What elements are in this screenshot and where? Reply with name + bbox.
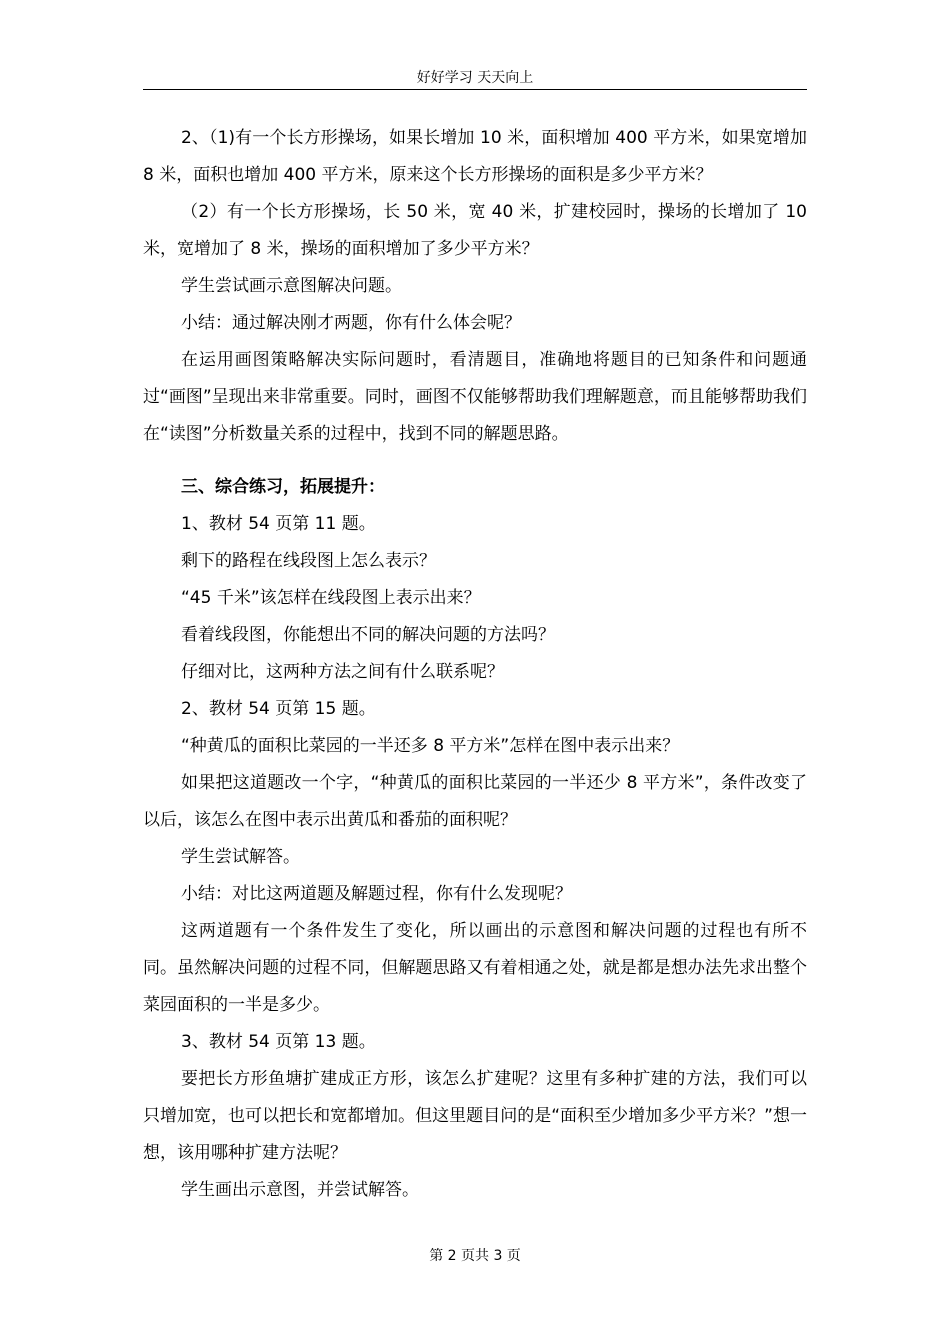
section-heading: 三、综合练习，拓展提升： — [181, 477, 385, 497]
problem-2-part-2: （2）有一个长方形操场，长 50 米，宽 40 米，扩建校园时，操场的长增加了 10 米，宽增加了 8 米，操场的面积增加了多少平方米？ — [143, 202, 807, 259]
page-header: 好好学习 天天向上 — [143, 67, 807, 90]
problem-2-part-1: 2、（1)有一个长方形操场，如果长增加 10 米，面积增加 400 平方米，如果宽增加 8 米，面积也增加 400 平方米，原来这个长方形操场的面积是多少平方米？ — [143, 128, 807, 185]
paragraph: 学生画出示意图，并尝试解答。 — [181, 1180, 419, 1200]
paragraph: 小结：对比这两道题及解题过程，你有什么发现呢？ — [181, 884, 572, 904]
paragraph: 如果把这道题改一个字，“种黄瓜的面积比菜园的一半还少 8 平方米”，条件改变了以后，该怎么在图中表示出黄瓜和番茄的面积呢？ — [143, 773, 807, 830]
page-footer: 第 2 页共 3 页 — [429, 1248, 521, 1264]
exercise-2: 2、教材 54 页第 15 题。 — [181, 699, 376, 719]
paragraph: 仔细对比，这两种方法之间有什么联系呢？ — [181, 662, 504, 682]
exercise-3: 3、教材 54 页第 13 题。 — [181, 1032, 376, 1052]
paragraph: 要把长方形鱼塘扩建成正方形，该怎么扩建呢？这里有多种扩建的方法，我们可以只增加宽，也可以把长和宽都增加。但这里题目问的是“面积至少增加多少平方米？”想一想，该用哪种扩建方法呢？ — [143, 1069, 807, 1163]
paragraph: “种黄瓜的面积比菜园的一半还多 8 平方米”怎样在图中表示出来？ — [181, 736, 680, 756]
paragraph: 小结：通过解决刚才两题，你有什么体会呢？ — [181, 313, 521, 333]
paragraph: “45 千米”该怎样在线段图上表示出来？ — [181, 588, 481, 608]
paragraph: 在运用画图策略解决实际问题时，看清题目，准确地将题目的已知条件和问题通过“画图”呈现出来非常重要。同时，画图不仅能够帮助我们理解题意，而且能够帮助我们在“读图”分析数量关系的过程中，找到不同的解题思路。 — [143, 350, 807, 444]
paragraph: 这两道题有一个条件发生了变化，所以画出的示意图和解决问题的过程也有所不同。虽然解决问题的过程不同，但解题思路又有着相通之处，就是都是想办法先求出整个菜园面积的一半是多少。 — [143, 921, 807, 1015]
paragraph: 学生尝试解答。 — [181, 847, 300, 867]
exercise-1: 1、教材 54 页第 11 题。 — [181, 514, 376, 534]
paragraph: 学生尝试画示意图解决问题。 — [181, 276, 402, 296]
paragraph: 剩下的路程在线段图上怎么表示？ — [181, 551, 436, 571]
document-body — [143, 120, 807, 1209]
paragraph: 看着线段图，你能想出不同的解决问题的方法吗？ — [181, 625, 555, 645]
